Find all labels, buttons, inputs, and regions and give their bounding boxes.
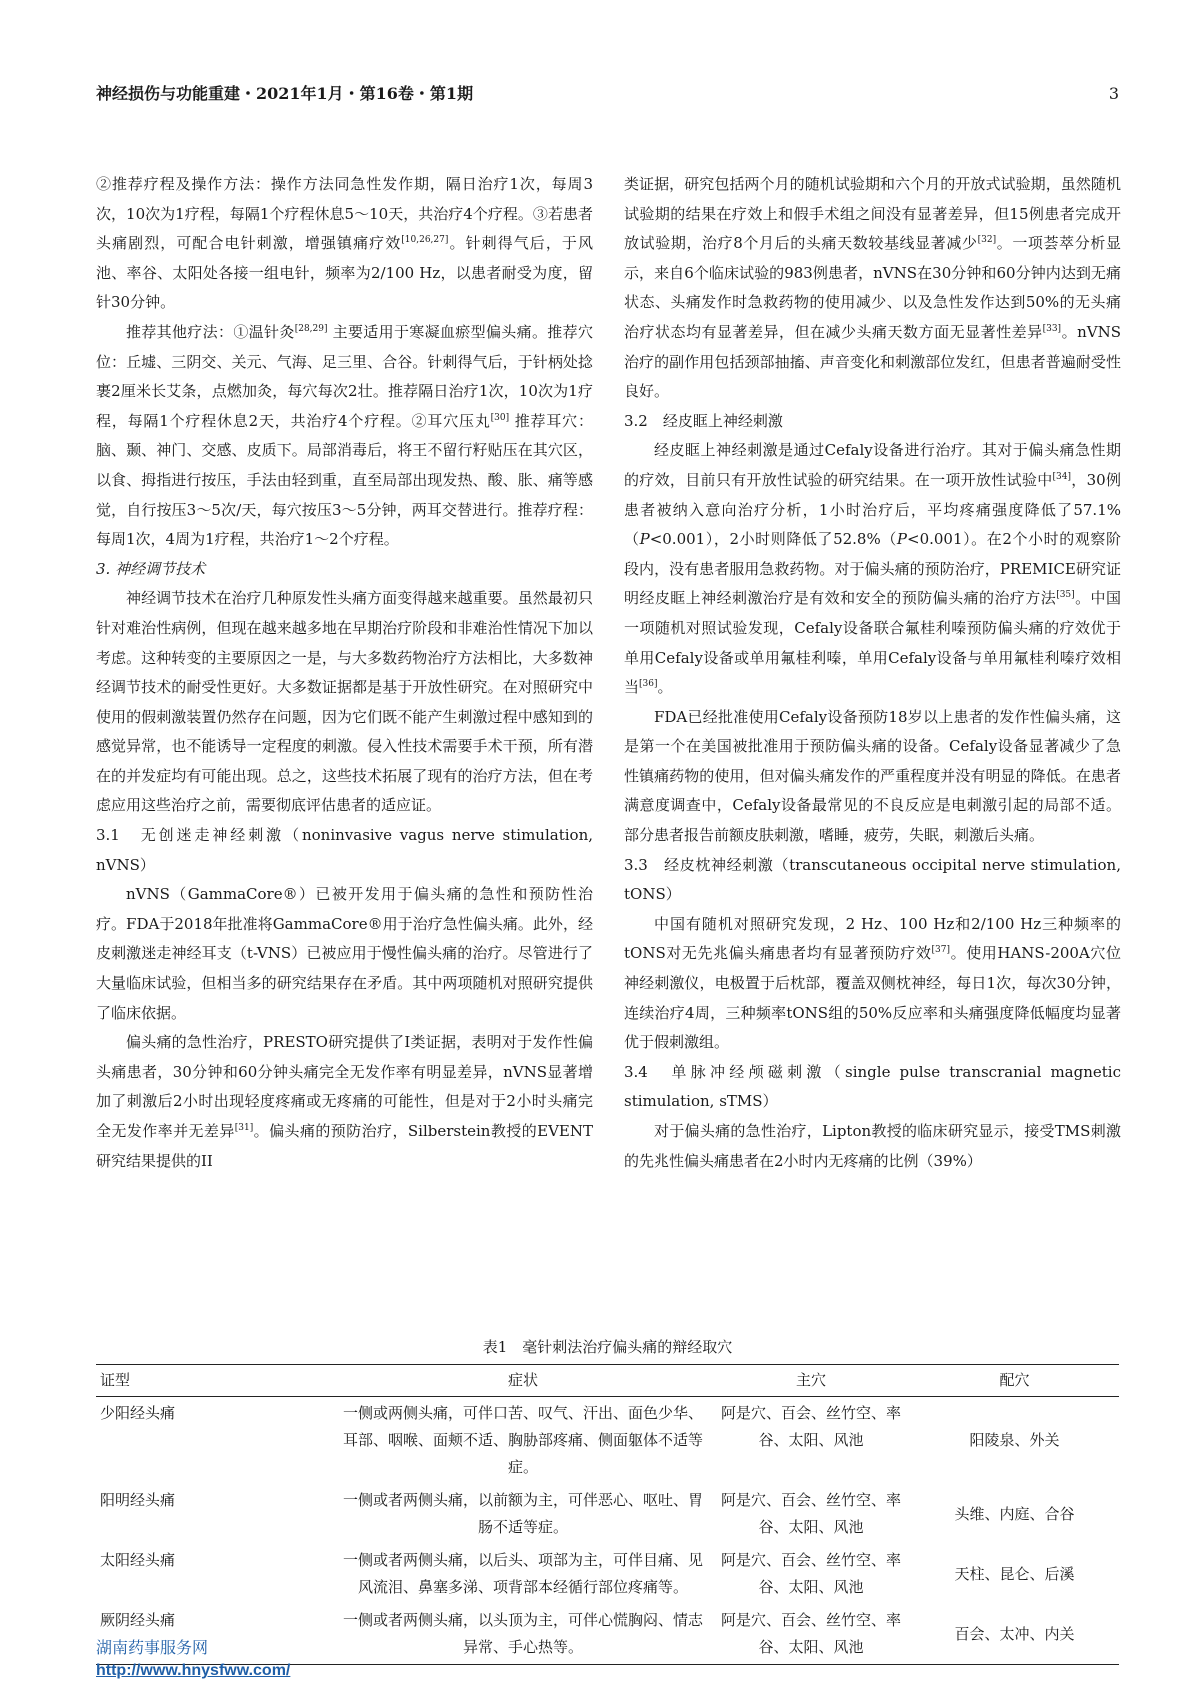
cell-type: 太阳经头痛 [100, 1551, 176, 1569]
table-row [96, 1484, 1119, 1544]
paragraph: ②推荐疗程及操作方法：操作方法同急性发作期，隔日治疗1次，每周3次，10次为1疗程，每隔1个疗程休息5～10天，共治疗4个疗程。③若患者头痛剧烈，可配合电针刺激，增强镇痛疗效[10,26,27]。针刺得气后，于风池、率谷、太阳处各接一组电针，频率为2/100 Hz，以患者耐受为度，留针30分钟。 [96, 175, 593, 312]
paragraph: 神经调节技术在治疗几种原发性头痛方面变得越来越重要。虽然最初只针对难治性病例，但现在越来越多地在早期治疗阶段和非难治性情况下加以考虑。这种转变的主要原因之一是，与大多数药物治疗方法相比，大多数神经调节技术的耐受性更好。大多数证据都是基于开放性研究。在对照研究中使用的假刺激装置仍然存在问题，因为它们既不能产生刺激过程中感知到的感觉异常，也不能诱导一定程度的刺激。侵入性技术需要手术干预，所有潜在的并发症均有可能出现。总之，这些技术拓展了现有的治疗方法，但在考虑应用这些治疗之前，需要彻底评估患者的适应证。 [96, 589, 593, 815]
paragraph: 中国有随机对照研究发现，2 Hz、100 Hz和2/100 Hz三种频率的tONS对无先兆偏头痛患者均有显著预防疗效[37]。使用HANS-200A穴位神经刺激仪，电极置于后枕部，覆盖双侧枕神经，每日1次，每次30分钟，连续治疗4周，三种频率tONS组的50%反应率和头痛强度降低幅度均显著优于假刺激组。 [624, 914, 1121, 1052]
cell-symptoms: 一侧或者两侧头痛，以前额为主，可伴恶心、呕吐、胃肠不适等症。 [342, 1491, 703, 1536]
table-caption: 表1 毫针刺法治疗偏头痛的辩经取穴 [482, 1338, 733, 1356]
cell-main-points: 阿是穴、百会、丝竹空、率谷、太阳、风池 [720, 1551, 901, 1596]
subsection-heading: 3.1 无创迷走神经刺激（noninvasive vagus nerve stimulation, nVNS） [96, 826, 593, 874]
subsection-heading: 3.3 经皮枕神经刺激（transcutaneous occipital nerve stimulation, tONS） [624, 855, 1121, 904]
cell-type: 阳明经头痛 [100, 1491, 176, 1509]
paragraph: 偏头痛的急性治疗，PRESTO研究提供了I类证据，表明对于发作性偏头痛患者，30分钟和60分钟头痛完全无发作率有明显差异，nVNS显著增加了刺激后2小时出现轻度疼痛或无疼痛的可能性，但是对于2小时头痛完全无发作率并无差异[31]。偏头痛的预防治疗，Silberstein教授的EVENT研究结果提供的II [96, 1033, 593, 1170]
table-1 [96, 1334, 1119, 1665]
left-column [96, 170, 593, 1176]
header-symptoms: 症状 [334, 1365, 712, 1397]
journal-title: 神经损伤与功能重建・2021年1月・第16卷・第1期 [96, 84, 474, 103]
subsection-heading: 3.2 经皮眶上神经刺激 [624, 411, 783, 430]
paragraph: 经皮眶上神经刺激是通过Cefaly设备进行治疗。其对于偏头痛急性期的疗效，目前只有开放性试验的研究结果。在一项开放性试验中[34]，30例患者被纳入意向治疗分析，1小时治疗后，平均疼痛强度降低了57.1%（P<0.001），2小时则降低了52.8%（P<0.001）。在2个小时的观察阶段内，没有患者服用急救药物。对于偏头痛的预防治疗，PREMICE研究证明经皮眶上神经刺激治疗是有效和安全的预防偏头痛的治疗方法[35]。中国一项随机对照试验发现，Cefaly设备联合氟桂利嗪预防偏头痛的疗效优于单用Cefaly设备或单用氟桂利嗪，单用Cefaly设备与单用氟桂利嗪疗效相当[36]。 [624, 441, 1121, 697]
cell-aux-points: 头维、内庭、合谷 [954, 1504, 1075, 1523]
section-heading: 3. 神经调节技术 [96, 559, 206, 578]
cell-symptoms: 一侧或两侧头痛，可伴口苦、叹气、汗出、面色少华、耳部、咽喉、面颊不适、胸胁部疼痛、侧面躯体不适等症。 [342, 1404, 703, 1476]
cell-type: 少阳经头痛 [100, 1404, 176, 1422]
cell-main-points: 阿是穴、百会、丝竹空、率谷、太阳、风池 [720, 1491, 901, 1536]
header-type: 证型 [96, 1365, 334, 1397]
cell-symptoms: 一侧或者两侧头痛，以后头、项部为主，可伴目痛、见风流泪、鼻塞多涕、项背部本经循行部位疼痛等。 [342, 1551, 703, 1596]
header-aux-points: 配穴 [910, 1365, 1119, 1397]
cell-aux-points: 天柱、昆仑、后溪 [954, 1564, 1075, 1583]
paragraph: 对于偏头痛的急性治疗，Lipton教授的临床研究显示，接受TMS刺激的先兆性偏头痛患者在2小时内无疼痛的比例（39%） [624, 1122, 1121, 1170]
subsection-heading: 3.4 单脉冲经颅磁刺激（single pulse transcranial magnetic stimulation, sTMS） [624, 1062, 1121, 1111]
header-main-points: 主穴 [712, 1365, 910, 1397]
right-column [624, 170, 1121, 1176]
table-row [96, 1544, 1119, 1604]
acupoint-table [96, 1364, 1119, 1665]
paragraph: FDA已经批准使用Cefaly设备预防18岁以上患者的发作性偏头痛，这是第一个在美国被批准用于预防偏头痛的设备。Cefaly设备显著减少了急性镇痛药物的使用，但对偏头痛发作的严重程度并没有明显的降低。在患者满意度调查中，Cefaly设备最常见的不良反应是电刺激引起的局部不适。部分患者报告前额皮肤刺激，嗜睡，疲劳，失眠，刺激后头痛。 [624, 707, 1121, 845]
cell-main-points: 阿是穴、百会、丝竹空、率谷、太阳、风池 [720, 1404, 901, 1449]
cell-symptoms: 一侧或者两侧头痛，以头顶为主，可伴心慌胸闷、情志异常、手心热等。 [334, 1604, 712, 1665]
paragraph: 类证据，研究包括两个月的随机试验期和六个月的开放式试验期，虽然随机试验期的结果在疗效上和假手术组之间没有显著差异，但15例患者完成开放试验期，治疗8个月后的头痛天数较基线显著减少[32]。一项荟萃分析显示，来自6个临床试验的983例患者，nVNS在30分钟和60分钟内达到无痛状态、头痛发作时急救药物的使用减少、以及急性发作达到50%的无头痛治疗状态均有显著差异，但在减少头痛天数方面无显著性差异[33]。nVNS治疗的副作用包括颈部抽搐、声音变化和刺激部位发红，但患者普遍耐受性良好。 [624, 175, 1121, 401]
running-head [96, 80, 1119, 108]
cell-type: 厥阴经头痛 [96, 1604, 334, 1665]
table-row [96, 1397, 1119, 1485]
page-number: 3 [1108, 84, 1119, 103]
site-watermark [96, 1638, 290, 1682]
cell-aux-points: 阳陵泉、外关 [969, 1431, 1060, 1449]
site-url-link[interactable]: http://www.hnysfww.com/ [96, 1662, 291, 1679]
paragraph: nVNS（GammaCore®）已被开发用于偏头痛的急性和预防性治疗。FDA于2018年批准将GammaCore®用于治疗急性偏头痛。此外，经皮刺激迷走神经耳支（t-VNS）已被应用于慢性偏头痛的治疗。尽管进行了大量临床试验，但相当多的研究结果存在矛盾。其中两项随机对照研究提供了临床依据。 [96, 885, 593, 1022]
cell-aux-points: 百会、太冲、内关 [910, 1604, 1119, 1665]
site-name: 湖南药事服务网 [96, 1640, 209, 1657]
paragraph: 推荐其他疗法：①温针灸[28,29] 主要适用于寒凝血瘀型偏头痛。推荐穴位：丘墟、三阴交、关元、气海、足三里、合谷。针刺得气后，于针柄处捻裹2厘米长艾条，点燃加灸，每穴每次2壮。推荐隔日治疗1次，10次为1疗程，每隔1个疗程休息2天，共治疗4个疗程。②耳穴压丸[30] 推荐耳穴：脑、颞、神门、交感、皮质下。局部消毒后，将王不留行籽贴压在其穴区，以食、拇指进行按压，手法由轻到重，直至局部出现发热、酸、胀、痛等感觉，自行按压3～5次/天，每穴按压3～5分钟，两耳交替进行。推荐疗程：每周1次，4周为1疗程，共治疗1～2个疗程。 [96, 322, 593, 549]
cell-main-points: 阿是穴、百会、丝竹空、率谷、太阳、风池 [712, 1604, 910, 1665]
table-header-row [96, 1365, 1119, 1397]
